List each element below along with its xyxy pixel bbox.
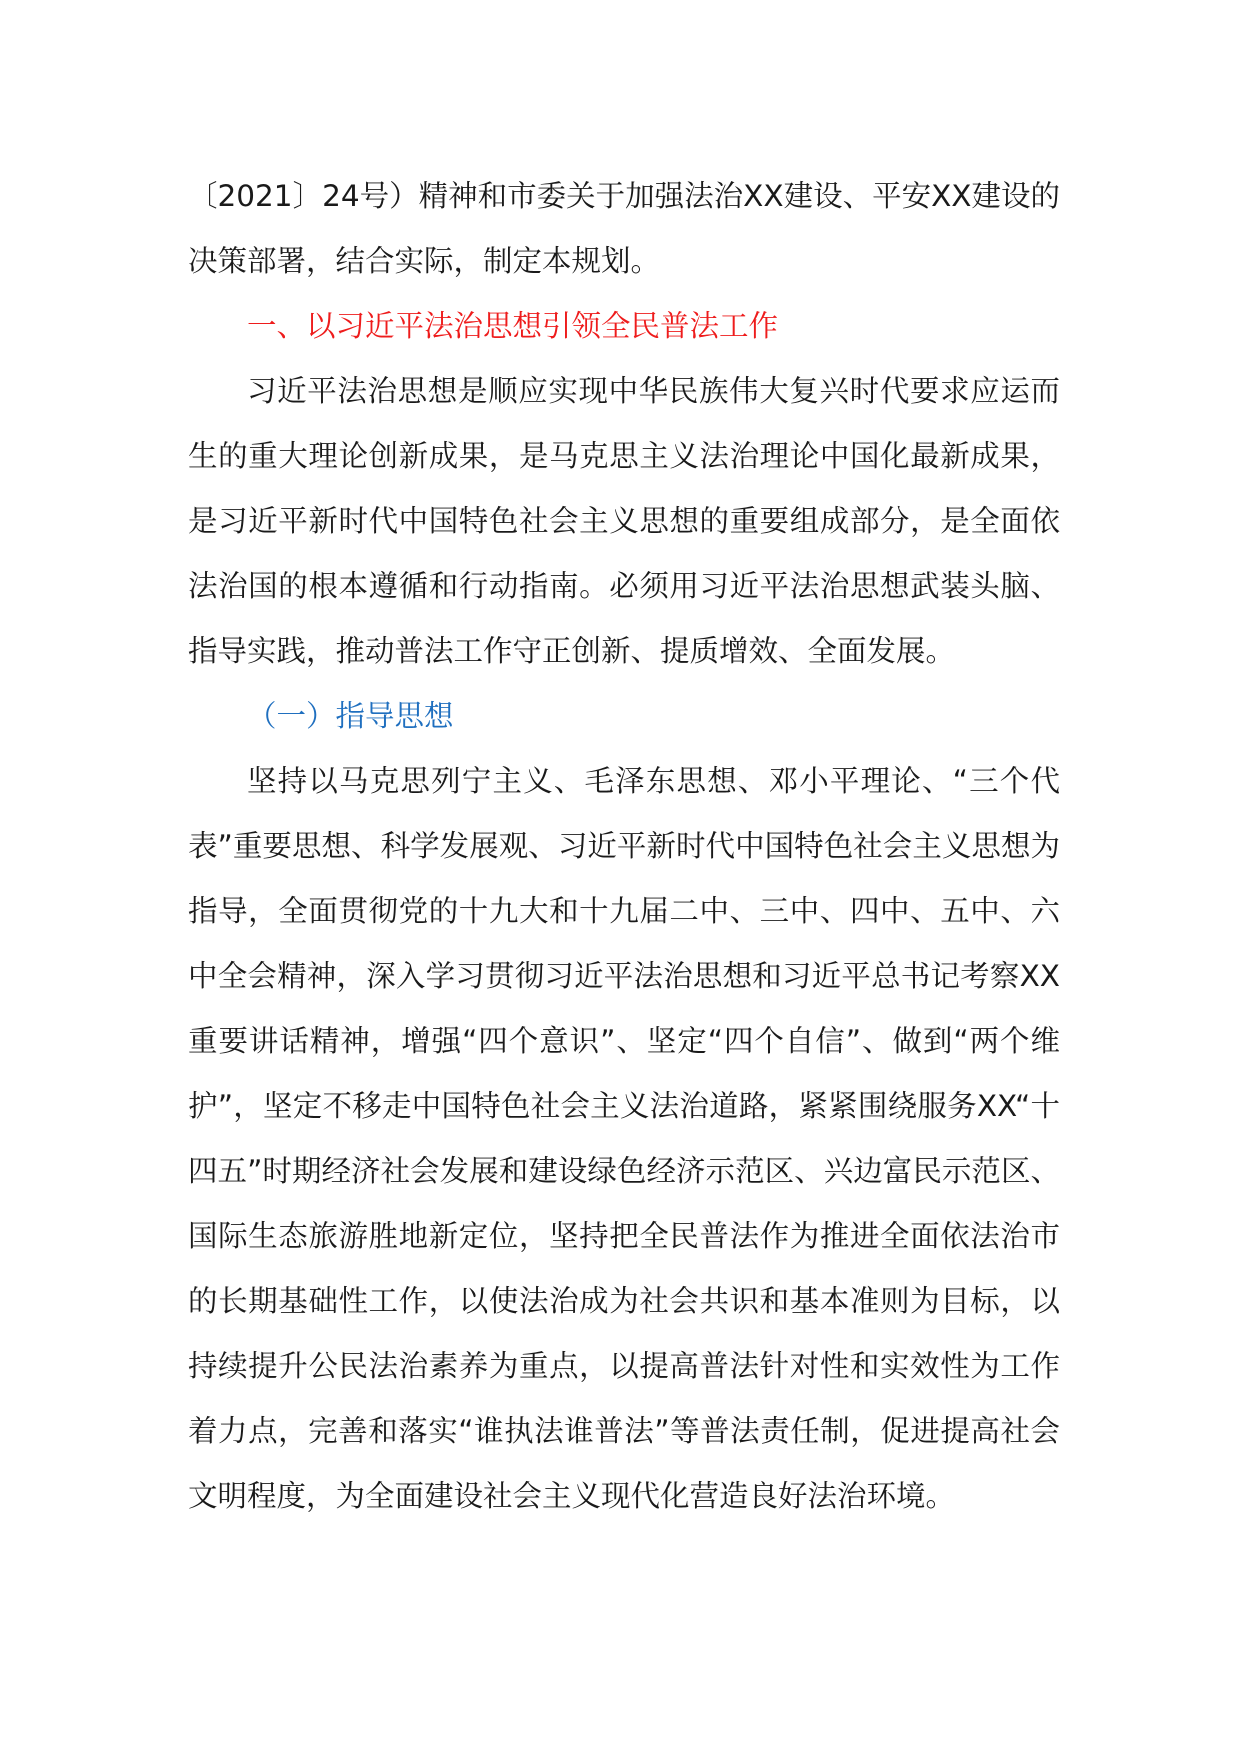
paragraph-guiding-ideology: 坚持以马克思列宁主义、毛泽东思想、邓小平理论、“三个代表”重要思想、科学发展观、习近平新时代中国特色社会主义思想为指导，全面贯彻党的十九大和十九届二中、三中、四中、五中、六中全会精神，深入学习贯彻习近平法治思想和习近平总书记考察XX重要讲话精神，增强“四个意识”、坚定“四个自信”、做到“两个维护”，坚定不移走中国特色社会主义法治道路，紧紧围绕服务XX“十四五”时期经济社会发展和建设绿色经济示范区、兴边富民示范区、国际生态旅游胜地新定位，坚持把全民普法作为推进全面依法治市的长期基础性工作，以使法治成为社会共识和基本准则为目标，以持续提升公民法治素养为重点，以提高普法针对性和实效性为工作着力点，完善和落实“谁执法谁普法”等普法责任制，促进提高社会文明程度，为全面建设社会主义现代化营造良好法治环境。 [188,764,1060,1513]
subsection-heading-guiding-ideology: （一）指导思想 [247,699,454,733]
paragraph-section-1: 习近平法治思想是顺应实现中华民族伟大复兴时代要求应运而生的重大理论创新成果，是马克思主义法治理论中国化最新成果，是习近平新时代中国特色社会主义思想的重要组成部分，是全面依法治国的根本遵循和行动指南。必须用习近平法治思想武装头脑、指导实践，推动普法工作守正创新、提质增效、全面发展。 [188,374,1060,668]
document-body [188,164,1060,1529]
section-heading-1: 一、以习近平法治思想引领全民普法工作 [247,309,779,343]
paragraph-intro-continuation: 〔2021〕24号）精神和市委关于加强法治XX建设、平安XX建设的决策部署，结合实际，制定本规划。 [188,179,1060,278]
